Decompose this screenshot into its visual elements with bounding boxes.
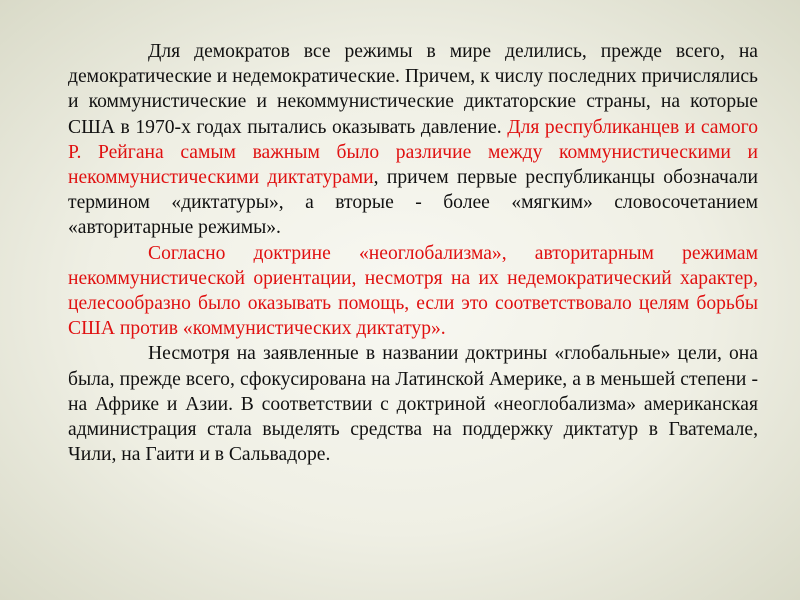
paragraph-1-text: Для демократов все режимы в мире делились, прежде всего, на демократические и недемократические. Причем, к числу последних причислялись и коммунистические и некоммунистические диктаторские страны, на которые США в 1970-х годах пытались оказывать давление.: [68, 41, 758, 138]
paragraph-3-text: Несмотря на заявленные в названии доктрины «глобальные» цели, она была, прежде всего, сфокусирована на Латинской Америке, а в меньшей степени - на Африке и Азии. В соответствии с доктриной «неоглобализма» американская администрация стала выделять средства на поддержку диктатур в Гватемале, Чили, на Гаити и в Сальвадоре.: [68, 343, 758, 466]
paragraph-1-text-end: , причем первые республиканцы обозначали термином «диктатуры», а вторые - более «мягким» словосочетанием «авторитарные режимы».: [68, 167, 758, 239]
paragraph-1: [68, 39, 758, 241]
paragraph-2: [68, 241, 758, 342]
paragraph-1-highlighted-text: Для республиканцев и самого Р. Рейгана самым важным было различие между коммунистическими и некоммунистическими диктатурами: [68, 116, 759, 189]
paragraph-3: [68, 341, 758, 467]
paragraph-2-highlighted-text: Согласно доктрине «неоглобализма», авторитарным режимам некоммунистической ориентации, несмотря на их недемократический характер, целесообразно было оказывать помощь, если это соответствовало целям борьбы США против «коммунистических диктатур».: [68, 242, 758, 340]
slide-text-body: [68, 39, 758, 467]
